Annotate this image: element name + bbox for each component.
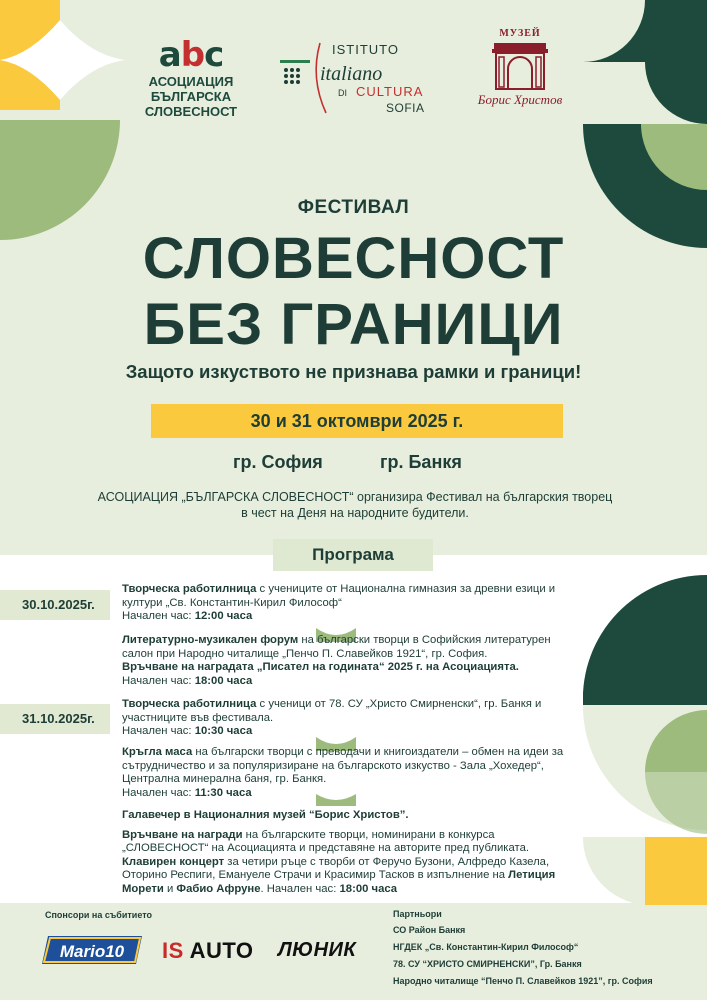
- abc-logo-letters: [136, 35, 246, 75]
- event-5-title: Галавечер в Националния музей “Борис Христов”.: [122, 809, 409, 821]
- event-1-text: с учениците от Национална гимназия за древни езици и култури „Св. Константин-Кирил Философ“: [122, 583, 556, 609]
- event-5-performer-2: Фабио Афруне: [176, 882, 261, 895]
- event-4-time-label: Начален час:: [122, 786, 195, 799]
- partner-3: 78. СУ “ХРИСТО СМИРНЕНСКИ”, Гр. Банкя: [393, 959, 582, 969]
- abc-letter-a: a: [158, 35, 181, 75]
- day-badge-1: 30.10.2025г.: [0, 590, 110, 620]
- event-2-text: на български творци в Софийския литературен салон при Народно читалище „Пенчо П. Славейков 1921“, гр. София.: [122, 634, 551, 660]
- iic-line1: ISTITUTO: [332, 42, 399, 57]
- museum-logo: [470, 28, 570, 128]
- event-2: [122, 634, 582, 688]
- event-5-concert-text: за четири ръце с творби от Феручо Бузони, Алфредо Казела, Оторино Респиги, Емануеле Страчи и Красимир Тасков в изпълнение на: [122, 855, 550, 881]
- city-sofia: гр. София: [233, 452, 323, 472]
- intro-line1: АСОЦИАЦИЯ „БЪЛГАРСКА СЛОВЕСНОСТ“ организира Фестивал на българския творец: [97, 490, 613, 504]
- abc-name-line1: АСОЦИАЦИЯ: [148, 74, 234, 89]
- event-4-time: 11:30 часа: [194, 786, 252, 799]
- program-label: Програма: [273, 539, 433, 571]
- day-badge-2: 31.10.2025г.: [0, 704, 110, 734]
- iic-line3-di: DI: [338, 88, 347, 98]
- sponsor-mario10-logo: [42, 934, 142, 966]
- festival-dates: 30 и 31 октомври 2025 г.: [151, 404, 563, 438]
- event-5-performer-1: Летиция Морети: [122, 869, 556, 895]
- event-5-awards: Връчване на награди: [122, 828, 243, 841]
- event-5-and: и: [163, 882, 177, 895]
- event-1: [122, 583, 582, 624]
- divider-leaf-icon-3: [316, 794, 356, 806]
- abc-letter-b: b: [180, 35, 205, 75]
- museum-word: МУЗЕЙ: [499, 28, 541, 39]
- event-5: [122, 809, 582, 896]
- event-5-concert: Клавирен концерт: [122, 855, 225, 868]
- event-1-time-label: Начален час:: [122, 610, 195, 622]
- museum-signature: Борис Христов: [477, 92, 563, 107]
- festival-intro: [60, 489, 650, 521]
- iic-line3: CULTURA: [356, 84, 424, 99]
- partner-2: НГДЕК „Св. Константин-Кирил Философ“: [393, 942, 579, 952]
- event-1-time: 12:00 часа: [194, 610, 253, 622]
- abc-name-line3: СЛОВЕСНОСТ: [144, 104, 238, 119]
- iic-logo: [280, 38, 440, 118]
- partners-label: Партньори: [393, 909, 442, 919]
- event-1-title: Творческа работилница: [122, 583, 257, 595]
- festival-label: ФЕСТИВАЛ: [297, 197, 410, 218]
- event-4-title: Кръгла маса: [122, 746, 193, 758]
- event-5-time: 18:00 часа: [339, 882, 398, 895]
- sponsor-lunik-logo: ЛЮНИК: [278, 939, 357, 961]
- sponsor-isauto-logo: [162, 938, 254, 964]
- event-5-time-label: . Начален час:: [260, 882, 340, 895]
- abc-letter-c: c: [204, 35, 224, 75]
- city-bankya: гр. Банкя: [380, 452, 462, 472]
- event-3-time-label: Начален час:: [122, 725, 195, 737]
- event-3-time: 10:30 часа: [194, 725, 253, 737]
- event-3-title: Творческа работилница: [122, 698, 257, 710]
- event-4-text: на български творци с преводачи и книгоиздатели – обмен на идеи за сътрудничество и за популяризиране на българското изкуство - Зала „Хохедер“, Централна минерална баня, гр. Банкя.: [122, 746, 564, 785]
- event-3-text: с ученици от 78. СУ „Христо Смирненски“, гр. Банкя и участниците във фестивала.: [122, 698, 542, 724]
- partner-4: Народно читалище “Пенчо П. Славейков 1921”, гр. София: [393, 976, 653, 986]
- event-2-time-label: Начален час:: [122, 674, 195, 687]
- sponsor-isauto-auto: AUTO: [189, 938, 254, 963]
- abc-logo: [136, 35, 246, 119]
- sponsor-isauto-is: IS: [162, 938, 184, 963]
- event-2-title: Литературно-музикален форум: [122, 634, 299, 646]
- sponsor-mario10-text: Mario10: [59, 942, 125, 961]
- event-5-awards-text: на българските творци, номинирани в конкурса „СЛОВЕСНОСТ“ на Асоциацията и представяне на авторите пред публиката.: [122, 828, 529, 854]
- partner-1: СО Район Банкя: [393, 925, 466, 935]
- event-2-award: Връчване на наградата „Писател на годината“ 2025 г. на Асоциацията.: [122, 661, 519, 673]
- festival-title-line1: СЛОВЕСНОСТ: [142, 226, 565, 291]
- event-2-time: 18:00 часа: [194, 674, 253, 687]
- right-program-shapes: [583, 575, 707, 905]
- museum-arch-icon: [490, 39, 550, 91]
- event-3: [122, 698, 582, 739]
- event-4: [122, 746, 582, 800]
- sponsors-label: Спонсори на събитието: [45, 910, 152, 920]
- abc-name-line2: БЪЛГАРСКА: [150, 89, 232, 104]
- festival-subtitle: Защото изкуството не признава рамки и граници!: [125, 361, 582, 382]
- festival-title-line2: БЕЗ ГРАНИЦИ: [143, 292, 564, 357]
- iic-line4: SOFIA: [386, 101, 425, 115]
- iic-line2: italiano: [320, 63, 383, 85]
- intro-line2: в чест на Деня на народните будители.: [241, 506, 469, 520]
- left-white-leaf: [0, 110, 60, 180]
